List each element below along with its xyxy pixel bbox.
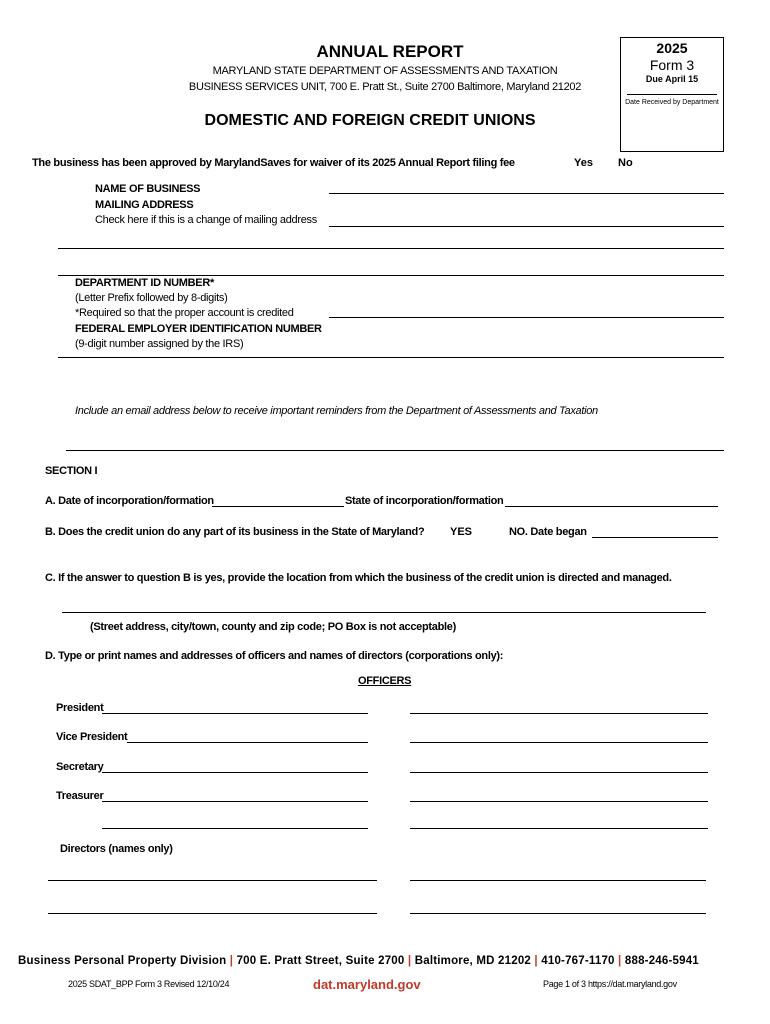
secretary-label: Secretary: [56, 761, 104, 773]
form-revision: 2025 SDAT_BPP Form 3 Revised 12/10/24: [68, 979, 230, 989]
director-field-2[interactable]: [410, 880, 706, 881]
waiver-text: The business has been approved by MarylandSaves for waiver of its 2025 Annual Report filing fee: [32, 157, 515, 169]
mailing-address-label: MAILING ADDRESS: [95, 199, 194, 211]
section-heading: SECTION I: [45, 465, 98, 477]
location-question: C. If the answer to question B is yes, provide the location from which the business of the credit union is directed and managed.: [45, 572, 672, 584]
president-label: President: [56, 702, 104, 714]
footer-separator: |: [534, 955, 538, 967]
dept-id-hint: (Letter Prefix followed by 8-digits): [75, 292, 228, 304]
fein-hint: (9-digit number assigned by the IRS): [75, 338, 244, 350]
director-field-4[interactable]: [410, 913, 706, 914]
maryland-business-yes[interactable]: YES: [450, 526, 473, 538]
fein-field[interactable]: [58, 357, 724, 358]
fein-label: FEDERAL EMPLOYER IDENTIFICATION NUMBER: [75, 323, 322, 335]
received-stamp-label: Date Received by Department: [625, 99, 719, 106]
form-type-title: DOMESTIC AND FOREIGN CREDIT UNIONS: [204, 112, 536, 129]
location-hint: (Street address, city/town, county and zip code; PO Box is not acceptable): [90, 621, 456, 633]
secretary-name-field[interactable]: [102, 772, 368, 773]
mailing-address-field-1[interactable]: [329, 226, 724, 227]
unit-address: BUSINESS SERVICES UNIT, 700 E. Pratt St., Suite 2700 Baltimore, Maryland 21202: [188, 81, 582, 93]
director-field-1[interactable]: [48, 880, 377, 881]
business-name-label: NAME OF BUSINESS: [95, 183, 201, 195]
page-title: ANNUAL REPORT: [316, 42, 464, 61]
footer-separator: |: [407, 955, 412, 967]
vice-president-label: Vice President: [56, 731, 128, 743]
date-began-field[interactable]: [592, 537, 718, 538]
maryland-business-no-date-label: NO. Date began: [509, 526, 587, 538]
location-field[interactable]: [62, 612, 706, 613]
incorporation-state-label: State of incorporation/formation: [345, 495, 504, 507]
officers-heading: OFFICERS: [358, 675, 412, 687]
vice-president-address-field[interactable]: [410, 742, 708, 743]
change-address-checkbox-label[interactable]: Check here if this is a change of mailing address: [95, 214, 317, 226]
form-due-date: Due April 15: [645, 74, 699, 84]
email-field[interactable]: [66, 450, 724, 451]
secretary-address-field[interactable]: [410, 772, 708, 773]
treasurer-address-field[interactable]: [410, 801, 708, 802]
vice-president-name-field[interactable]: [127, 742, 368, 743]
incorporation-date-label: A. Date of incorporation/formation: [45, 495, 214, 507]
president-address-field[interactable]: [410, 713, 708, 714]
waiver-no-option[interactable]: No: [618, 157, 633, 169]
footer-contact-line: [18, 955, 758, 967]
dept-id-label: DEPARTMENT ID NUMBER*: [75, 277, 214, 289]
footer-division: Business Personal Property Division: [18, 955, 227, 967]
footer-address: 700 E. Pratt Street, Suite 2700: [236, 955, 405, 967]
dept-id-field[interactable]: [329, 317, 724, 318]
business-name-field[interactable]: [329, 193, 724, 194]
treasurer-label: Treasurer: [56, 790, 104, 802]
waiver-yes-option[interactable]: Yes: [574, 157, 593, 169]
maryland-business-question: B. Does the credit union do any part of its business in the State of Maryland?: [45, 526, 425, 538]
incorporation-state-field[interactable]: [505, 506, 718, 507]
page-number: Page 1 of 3 https://dat.maryland.gov: [543, 979, 677, 989]
form-number: Form 3: [649, 57, 695, 73]
email-note: Include an email address below to receive important reminders from the Department of Assessments and Taxation: [75, 405, 598, 417]
directors-label: Directors (names only): [60, 843, 173, 855]
officer-extra-address-field[interactable]: [410, 828, 708, 829]
mailing-address-field-2[interactable]: [58, 248, 724, 249]
form-info-box: [620, 37, 724, 152]
agency-name: MARYLAND STATE DEPARTMENT OF ASSESSMENTS AND TAXATION: [212, 65, 558, 77]
mailing-address-field-3[interactable]: [58, 275, 724, 276]
treasurer-name-field[interactable]: [102, 801, 368, 802]
dept-id-required-note: *Required so that the proper account is credited: [75, 307, 294, 319]
footer-separator: |: [618, 955, 622, 967]
form-year: 2025: [656, 40, 688, 56]
officers-question: D. Type or print names and addresses of officers and names of directors (corporations only):: [45, 650, 504, 662]
officer-extra-name-field[interactable]: [102, 828, 368, 829]
incorporation-date-field[interactable]: [212, 506, 344, 507]
footer-separator: |: [229, 955, 234, 967]
footer-phone-tollfree: 888-246-5941: [624, 955, 699, 967]
footer-website-link[interactable]: dat.maryland.gov: [313, 977, 421, 992]
footer-phone-local: 410-767-1170: [541, 955, 615, 967]
footer-city: Baltimore, MD 21202: [414, 955, 532, 967]
director-field-3[interactable]: [48, 913, 377, 914]
president-name-field[interactable]: [102, 713, 368, 714]
